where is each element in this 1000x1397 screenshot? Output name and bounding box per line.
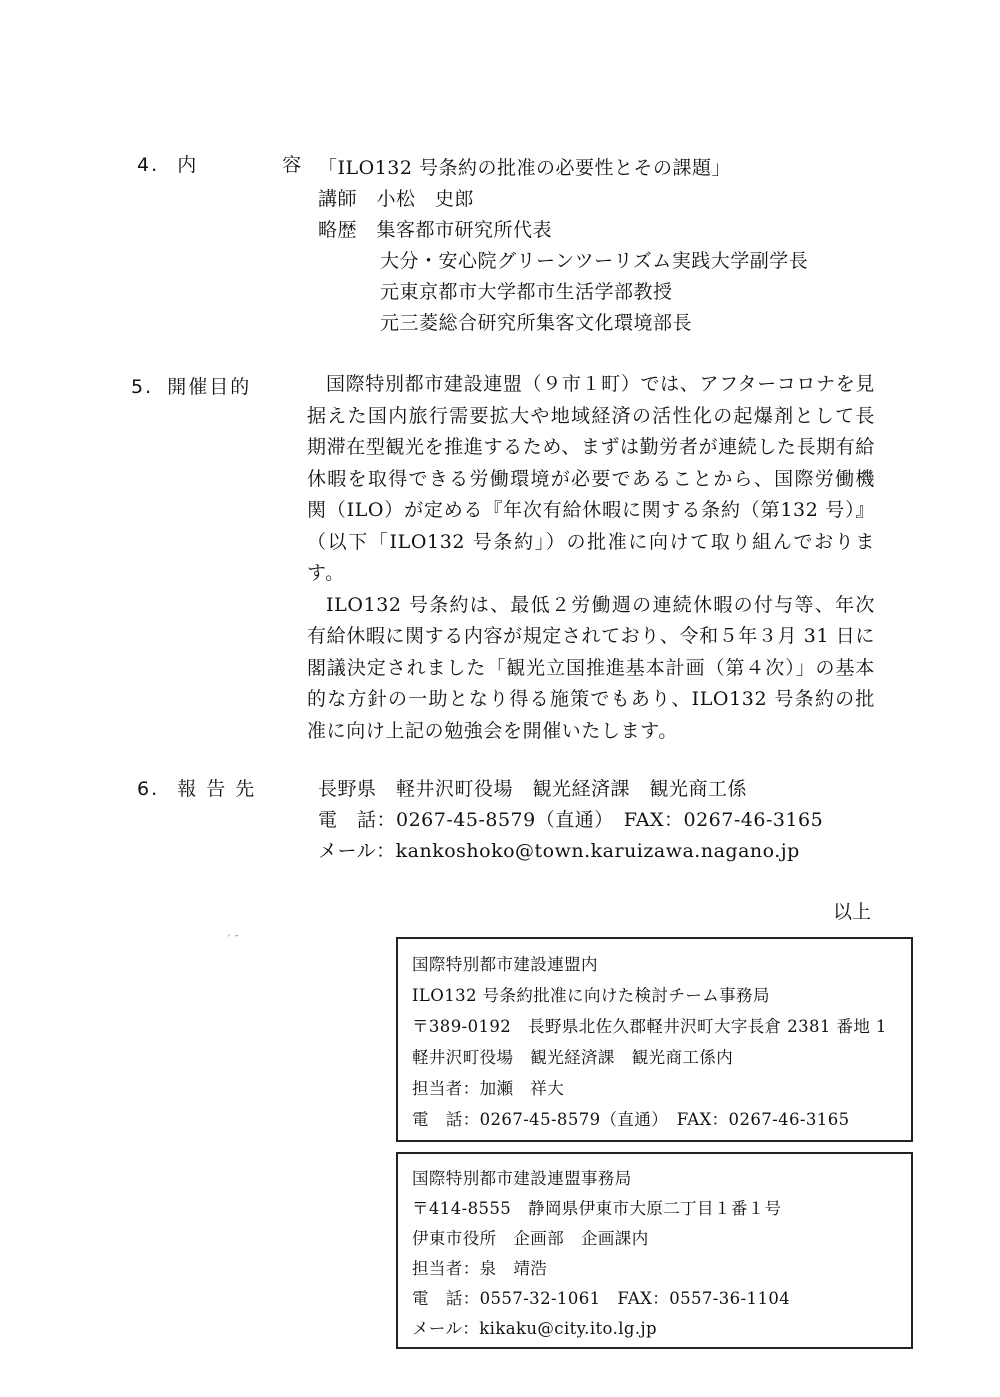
box1-line-3: 〒389-0192 長野県北佐久郡軽井沢町大字長倉 2381 番地 1 [412,1017,887,1036]
career-line-1: 略歴 集客都市研究所代表 [318,219,553,241]
closing-mark: 以上 [833,901,872,923]
box1-line-4: 軽井沢町役場 観光経済課 観光商工係内 [412,1048,734,1067]
box1-line-6: 電 話：0267-45-8579（直通） FAX：0267-46-3165 [412,1110,850,1129]
box1-line-2: ILO132 号条約批准に向けた検討チーム事務局 [412,986,770,1005]
box2-line-5: 電 話：0557-32-1061 FAX：0557-36-1104 [412,1289,791,1308]
section-4-number: 4. [137,154,160,176]
report-email-line: メール：kankoshoko@town.karuizawa.nagano.jp [318,840,800,862]
purpose-paragraph-1: 国際特別都市建設連盟（９市１町）では、アフターコロナを見据えた国内旅行需要拡大や地域経済の活性化の起爆剤として長期滞在型観光を推進するため、まずは勤労者が連続した長期有給休暇を取得できる労働環境が必要であることから、国際労働機関（ILO）が定める『年次有給休暇に関する条約（第132 号）』（以下「ILO132 号条約」）の批准に向けて取り組んでおります。 [307,373,875,584]
section-4-label: 内 容 [177,154,342,176]
box2-line-1: 国際特別都市建設連盟事務局 [412,1169,632,1188]
box1-line-1: 国際特別都市建設連盟内 [412,955,598,974]
box2-line-4: 担当者：泉 靖浩 [412,1259,548,1278]
contact-box-secretariat [396,1152,913,1349]
contact-box-team [396,937,913,1142]
section-6-heading [137,774,256,801]
section-5-heading [131,372,251,399]
box2-line-6: メール：kikaku@city.ito.lg.jp [412,1319,657,1338]
career-line-2: 大分・安心院グリーンツーリズム実践大学副学長 [380,250,809,272]
section-6-number: 6. [137,778,160,800]
section-5-label: 開催目的 [167,376,252,398]
box2-line-3: 伊東市役所 企画部 企画課内 [412,1229,649,1248]
career-line-4: 元三菱総合研究所集客文化環境部長 [380,312,693,334]
scan-speck: ˊ ˉ [226,935,240,946]
purpose-body [307,369,875,747]
box1-line-5: 担当者：加瀬 祥大 [412,1079,565,1098]
section-6-label: 報 告 先 [177,778,257,800]
lecturer-line: 講師 小松 史郎 [318,188,475,210]
purpose-paragraph-2: ILO132 号条約は、最低２労働週の連続休暇の付与等、年次有給休暇に関する内容が規定されており、令和５年３月 31 日に閣議決定されました「観光立国推進基本計画（第４次）」の基本的な方針の一助となり得る施策でもあり、ILO132 号条約の批准に向け上記の勉強会を開催いたします。 [307,593,875,742]
lecture-title: 「ILO132 号条約の批准の必要性とその課題」 [318,157,732,179]
box2-line-2: 〒414-8555 静岡県伊東市大原二丁目１番１号 [412,1199,782,1218]
report-phone-line: 電 話：0267-45-8579（直通） FAX：0267-46-3165 [318,809,824,831]
report-dept-line: 長野県 軽井沢町役場 観光経済課 観光商工係 [318,778,748,800]
career-line-3: 元東京都市大学都市生活学部教授 [380,281,673,303]
section-4-heading [137,150,341,177]
section-5-number: 5. [131,376,154,398]
